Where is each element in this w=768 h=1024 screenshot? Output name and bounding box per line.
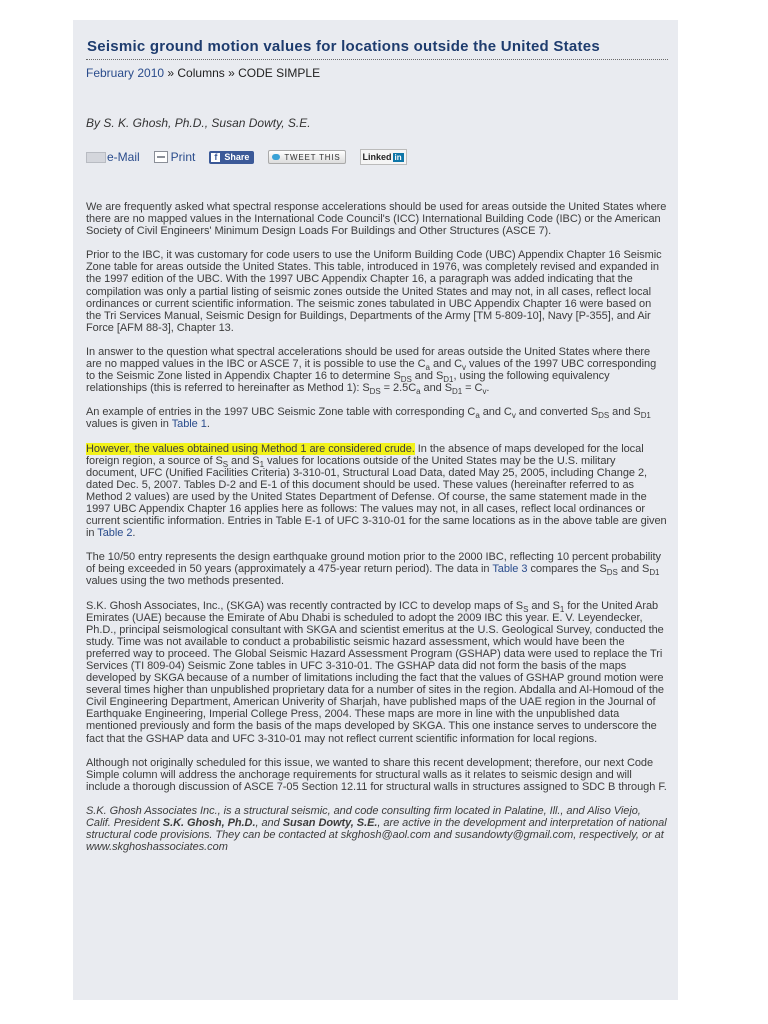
email-button[interactable] bbox=[86, 150, 140, 164]
share-toolbar bbox=[86, 149, 668, 165]
paragraph: We are frequently asked what spectral response accelerations should be used for areas outside the United States where there are no mapped values in the International Code Council's (ICC) International Building Code (IBC) or the American Society of Civil Engineers' Minimum Design Loads For Buildings and Other Structures (ASCE 7). bbox=[86, 201, 667, 238]
breadcrumb-date-link[interactable]: February 2010 bbox=[86, 66, 165, 80]
print-button[interactable] bbox=[154, 150, 196, 164]
printer-icon bbox=[154, 151, 168, 163]
table-link[interactable]: Table 3 bbox=[492, 563, 528, 576]
article-container bbox=[73, 20, 678, 1000]
paragraph: Prior to the IBC, it was customary for code users to use the Uniform Building Code (UBC) Appendix Chapter 16 Seismic Zone table for areas outside the United States. This table, introduced in 1976, was completely revised and expanded in the 1997 edition of the UBC. With the 1997 UBC Appendix Chapter 16, a paragraph was added indicating that the compilation was only a partial listing of seismic zones outside the United States and may not, in all cases, reflect local ordinances or current scientific information. The seismic zones tabulated in UBC Appendix Chapter 16 were based on the Tri Services Manual, Seismic Design for Buildings, Departments of the Army [TM 5-809-10], Navy [P-355], and Air Force [AFM 88-3], Chapter 13. bbox=[86, 249, 662, 334]
twitter-badge bbox=[268, 150, 345, 164]
facebook-label: Share bbox=[224, 152, 250, 162]
highlighted-sentence: However, the values obtained using Method 1 are considered crude. bbox=[86, 442, 415, 455]
facebook-share-button[interactable] bbox=[209, 151, 254, 164]
paragraph: S.K. Ghosh Associates, Inc., (SKGA) was recently contracted by ICC to develop maps of $S_S$ and $S_1$ for the United Arab Emirates (UAE) because the Emirate of Abu Dhabi is scheduled to adopt the 2009 IBC this year. E. V. Leyendecker, Ph.D., principal seismological consultant with SKGA and scientist emeritus at the U.S. Geological Survey, conducted the study. Time was not available to conduct a probabilistic seismic hazard assessment, which would have been the preferred way to proceed. The Global Seismic Hazard Assessment Program (GSHAP) data were used to replace the Tri Services (TI 809-04) Seismic Zone tables in UFC 3-310-01. The GSHAP data did not form the basis of the maps developed by SKGA because of a number of limitations including the fact that the values of GSHAP ground motion were several times higher than unpublished proprietary data for a number of sites in the region. Abdalla and Al-Homoud of the Civil Engineering Department, American Univerity of Sharjah, have published maps of the UAE region in the Journal of Earthquake Engineering, Imperial College Press, 2004. These maps are more in line with the unpublished data mentioned previously and form the basis of the maps developed by SKGA. This one instance serves to underscore the fact that the GSHAP data and UFC 3-310-01 may not reflect current scientific information for local regions. bbox=[86, 599, 664, 745]
linkedin-icon: in bbox=[394, 152, 402, 162]
email-label: e-Mail bbox=[107, 150, 140, 164]
linkedin-badge bbox=[360, 149, 407, 165]
breadcrumb-separator: » bbox=[164, 66, 178, 80]
byline: By S. K. Ghosh, Ph.D., Susan Dowty, S.E. bbox=[86, 116, 311, 130]
print-label: Print bbox=[170, 150, 196, 164]
article-title: Seismic ground motion values for locations outside the United States bbox=[87, 38, 600, 55]
tweet-button[interactable] bbox=[268, 150, 345, 164]
tweet-label: TWEET THIS bbox=[284, 152, 341, 162]
breadcrumb-section[interactable]: Columns bbox=[177, 66, 225, 80]
table-link[interactable]: Table 2 bbox=[97, 527, 133, 540]
table-link[interactable]: Table 1 bbox=[171, 418, 207, 431]
linkedin-label: Linked bbox=[362, 152, 392, 162]
paragraph bbox=[86, 443, 668, 540]
twitter-bird-icon bbox=[272, 154, 280, 160]
breadcrumb-column[interactable]: CODE SIMPLE bbox=[238, 66, 321, 80]
paragraph: Although not originally scheduled for this issue, we wanted to share this recent development; therefore, our next Code Simple column will address the anchorage requirements for structural walls as it relates to seismic design and will include a thorough discussion of ASCE 7-05 Section 12.11 for structural walls in structures assigned to SDC B through F. bbox=[86, 756, 667, 793]
facebook-badge bbox=[209, 151, 254, 164]
breadcrumb-separator: » bbox=[224, 66, 239, 80]
paragraph: In answer to the question what spectral accelerations should be used for areas outside the United States where there are no mapped values in the IBC or ASCE 7, it is possible to use the $C_a$ and $C_v$ values of the 1997 UBC corresponding to the Seismic Zone listed in Appendix Chapter 16 to determine $S_{DS}$ and $S_{D1}$, using the following equivalency relationships (this is referred to hereinafter as Method 1): $S_{DS} = 2.5C_a$ and $S_{D1} = C_v$. bbox=[86, 345, 657, 397]
paragraph: The 10/50 entry represents the design earthquake ground motion prior to the 2000 IBC, reflecting 10 percent probability of being exceeded in 50 years (approximately a 475-year return period). The data in Table 3 compares the $S_{DS}$ and $S_{D1}$ values using the two methods presented. bbox=[86, 551, 661, 588]
breadcrumb bbox=[86, 66, 668, 80]
article-body bbox=[86, 201, 668, 853]
title-divider bbox=[86, 59, 668, 60]
author-bio: S.K. Ghosh Associates Inc., is a structural seismic, and code consulting firm located in Palatine, Ill., and Aliso Viejo, Calif. President S.K. Ghosh, Ph.D., and Susan Dowty, S.E., are active in the development and interpretation of national structural code provisions. They can be contacted at skghosh@aol.com and susandowty@gmail.com, respectively, or at www.skghoshassociates.com bbox=[86, 804, 667, 854]
linkedin-button[interactable] bbox=[360, 149, 407, 165]
paragraph: An example of entries in the 1997 UBC Seismic Zone table with corresponding $C_a$ and $C_v$ and converted $S_{DS}$ and $S_{D1}$ values is given in Table 1. bbox=[86, 406, 651, 431]
mail-icon bbox=[86, 152, 106, 163]
facebook-icon: f bbox=[211, 153, 220, 162]
paragraph-text: In the absence of maps developed for the local foreign region, a source of $S_S$ and $S_1$ values for locations outside of the United States may be the U.S. military document, UFC (Unified Facilities Criteria) 3-310-01, Structural Load Data, dated May 25, 2005, including Change 2, dated Dec. 5, 2007. Tables D-2 and E-1 of this document should be used. These values (hereinafter referred to as Method 2 values) are used by the United States Department of Defense. Of course, the same statement made in the 1997 UBC Appendix Chapter 16 applies here as follows: The values may not, in all cases, reflect local ordinances or current scientific information. Entries in Table E-1 of UFC 3-310-01 for the same locations as in the above table are given in Table 2. bbox=[86, 442, 667, 540]
